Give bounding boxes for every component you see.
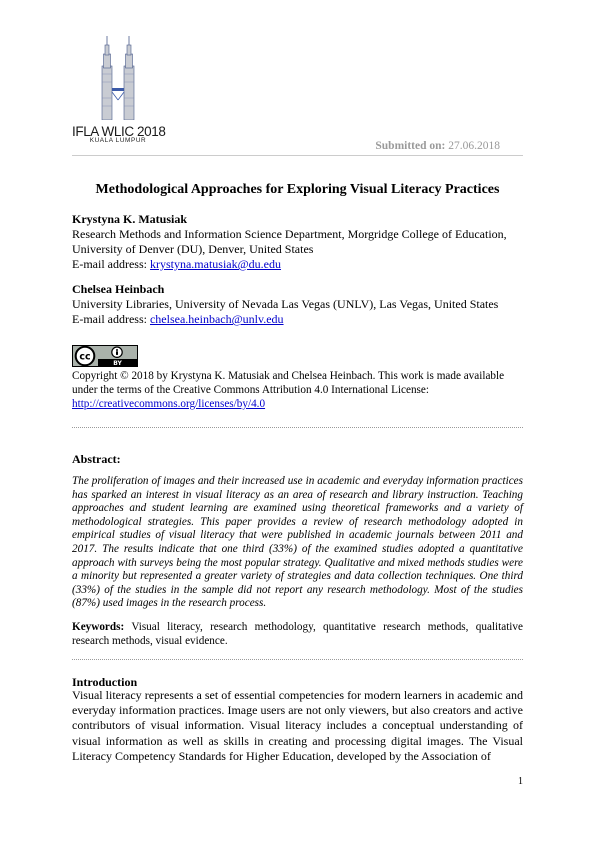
author-name: Chelsea Heinbach	[72, 282, 165, 296]
abstract-text: The proliferation of images and their increased use in academic and everyday information practices has sparked an interest in visual literacy as an area of research and library instruction. Teaching approaches and student learning are examined using theoretical frameworks and a variety of methodological strategies. This paper provides a review of research methodology adopted in empirical studies of visual literacy that were published in academic journals between 2011 and 2017. The results indicate that one third (33%) of the examined studies adopted a quantitative approach with surveys being the most popular strategy. Qualitative and mixed methods studies were a minority but represented a greater variety of strategies and data collection techniques. One third (33%) of the studies in the sample did not report any research methodology. Most of the studies (87%) used images in the research process.	[72, 475, 523, 610]
paper-title: Methodological Approaches for Exploring Visual Literacy Practices	[95, 182, 500, 197]
email-label: E-mail address:	[72, 312, 147, 326]
email-label: E-mail address:	[72, 257, 147, 271]
author-block-1	[72, 212, 523, 272]
logo-sub-text: KUALA LUMPUR	[89, 137, 147, 144]
petronas-towers-icon	[72, 36, 164, 120]
ifla-wlic-logo	[72, 36, 164, 154]
license-url-link[interactable]: http://creativecommons.org/licenses/by/4.0	[72, 398, 266, 410]
logo-main-text: IFLA WLIC 2018	[72, 124, 166, 139]
keywords-label: Keywords:	[72, 621, 125, 633]
introduction-text: Visual literacy represents a set of essential competencies for modern learners in academic and everyday information practices. Image users are not only viewers, but also creators and active contributors of visual information. Visual literacy includes a conceptual understanding of visual information as well as skills in creating and processing digital images. The Visual Literacy Competency Standards for Higher Education, developed by the Association of	[72, 688, 523, 763]
page-number: 1	[518, 776, 523, 787]
author-affiliation: University Libraries, University of Nevada Las Vegas (UNLV), Las Vegas, United States	[72, 297, 499, 311]
author-name: Krystyna K. Matusiak	[72, 212, 188, 226]
by-badge-text: BY	[113, 360, 122, 367]
author-email-line	[72, 257, 523, 272]
cc-badge-text: cc	[79, 351, 91, 363]
submitted-on	[375, 140, 500, 152]
license-text: Copyright © 2018 by Krystyna K. Matusiak and Chelsea Heinbach. This work is made available under the terms of the Creative Commons Attribution 4.0 International License:	[72, 370, 505, 396]
section-divider	[72, 427, 523, 428]
author-email-line	[72, 312, 523, 327]
email-link[interactable]: krystyna.matusiak@du.edu	[149, 257, 282, 271]
section-divider	[72, 659, 523, 660]
keywords-text: Visual literacy, research methodology, quantitative research methods, qualitative research methods, visual evidence.	[72, 621, 523, 647]
abstract-heading: Abstract:	[72, 452, 121, 466]
submitted-label: Submitted on:	[375, 140, 446, 152]
keywords	[72, 620, 523, 648]
email-link[interactable]: chelsea.heinbach@unlv.edu	[149, 312, 284, 326]
header-divider	[72, 155, 523, 156]
author-block-2	[72, 282, 523, 327]
introduction-heading: Introduction	[72, 675, 138, 689]
cc-by-license-badge[interactable]	[72, 345, 138, 367]
author-affiliation: Research Methods and Information Science Department, Morgridge College of Education, University of Denver (DU), Denver, United States	[72, 227, 507, 256]
license-statement	[72, 369, 523, 411]
submitted-date: 27.06.2018	[448, 140, 500, 152]
